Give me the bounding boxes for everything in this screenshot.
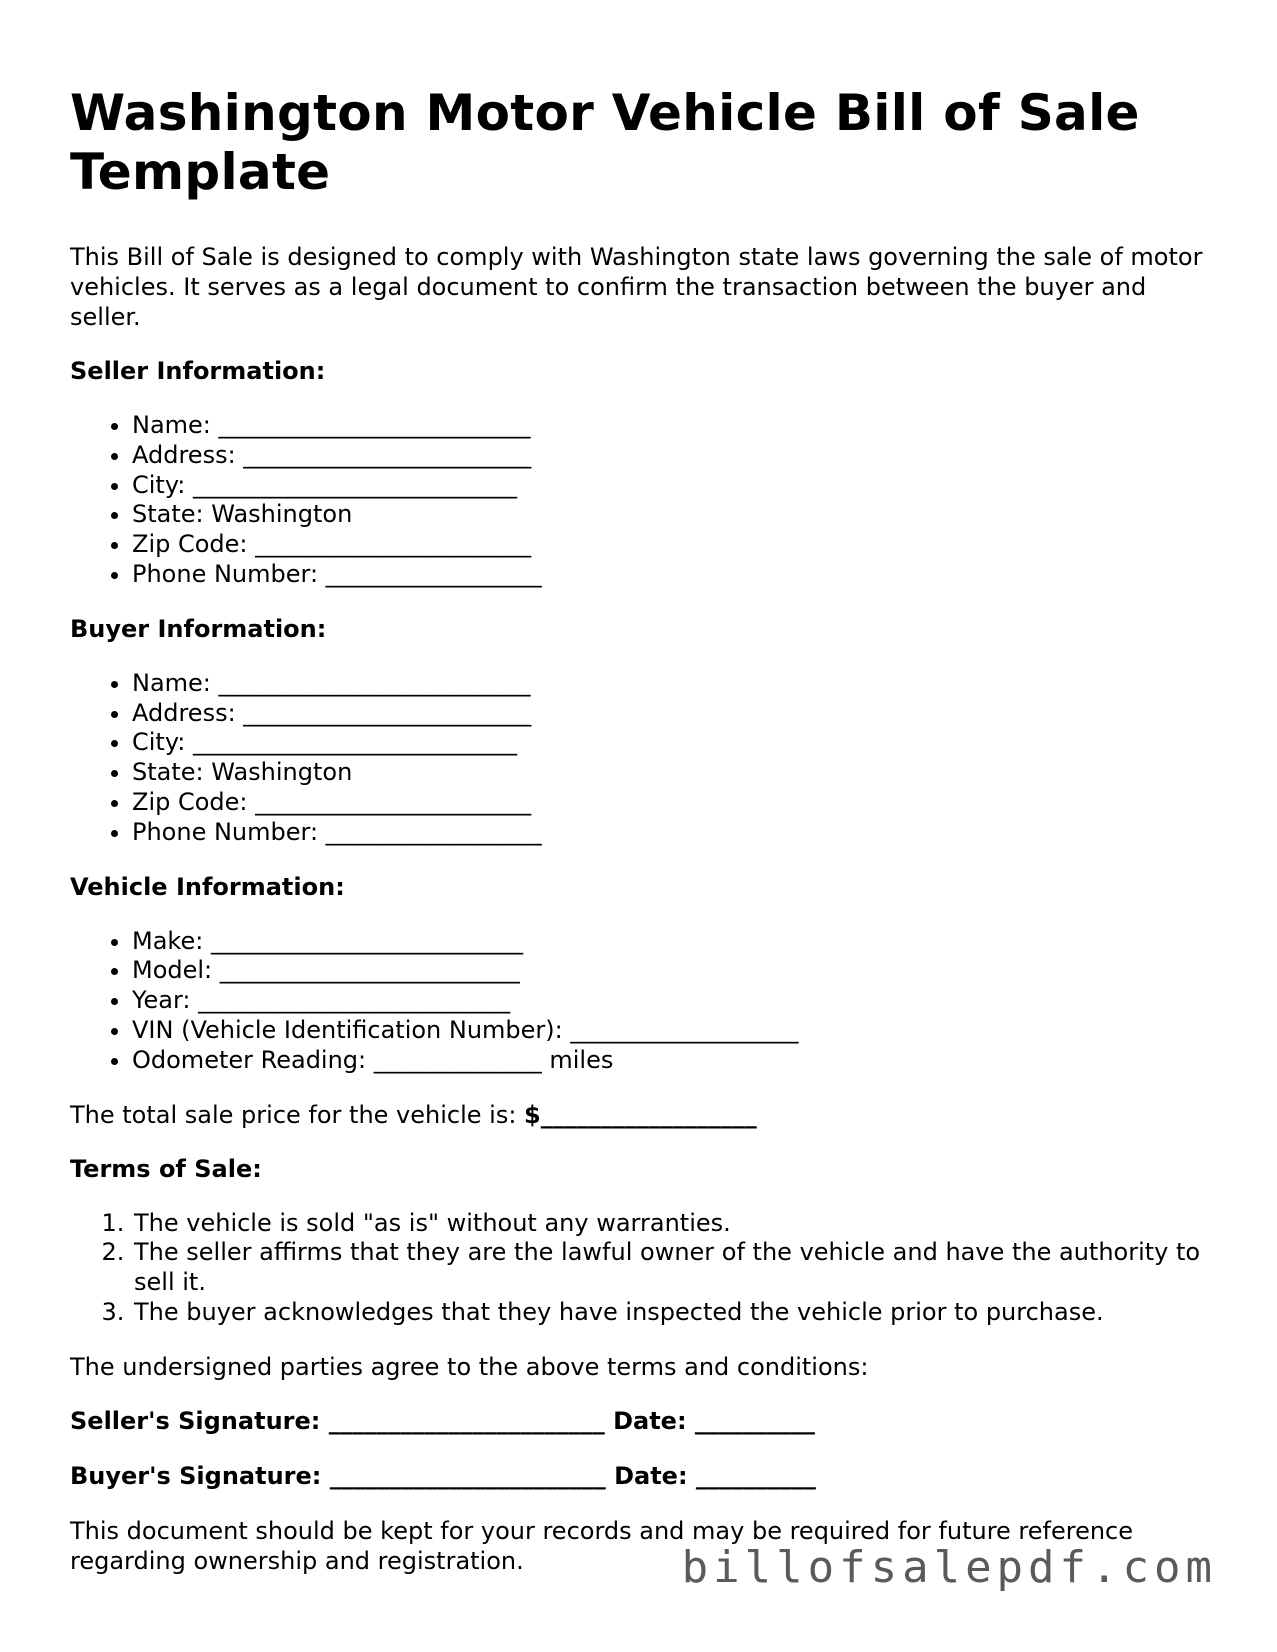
vehicle-odometer-item: • Odometer Reading: ______________ miles xyxy=(132,1046,1210,1076)
vehicle-list xyxy=(70,927,1210,1076)
seller-address-item: • Address: ________________________ xyxy=(132,441,1210,471)
seller-phone-item: • Phone Number: __________________ xyxy=(132,560,1210,590)
seller-state-item: • State: Washington xyxy=(132,500,1210,530)
closing-paragraph: This document should be kept for your records and may be required for future reference regarding ownership and registration. xyxy=(70,1516,1134,1575)
buyer-heading: Buyer Information: xyxy=(70,614,327,643)
vehicle-make-item: • Make: __________________________ xyxy=(132,927,1210,957)
buyer-phone-item: • Phone Number: __________________ xyxy=(132,818,1210,848)
vehicle-model-item: • Model: _________________________ xyxy=(132,956,1210,986)
buyer-state-item: • State: Washington xyxy=(132,758,1210,788)
seller-name-item: • Name: __________________________ xyxy=(132,411,1210,441)
buyer-address-item: • Address: ________________________ xyxy=(132,699,1210,729)
document-page xyxy=(70,84,1210,1600)
buyer-name-item: • Name: __________________________ xyxy=(132,669,1210,699)
seller-heading: Seller Information: xyxy=(70,357,326,385)
sale-price-value: $__________________ xyxy=(524,1100,757,1129)
seller-signature-line: Seller's Signature: _______________________ Date: __________ xyxy=(70,1406,815,1435)
buyer-zip-item: • Zip Code: _______________________ xyxy=(132,788,1210,818)
buyer-list xyxy=(70,669,1210,848)
buyer-city-item: • City: ___________________________ xyxy=(132,728,1210,758)
terms-heading: Terms of Sale: xyxy=(70,1154,262,1183)
site-watermark: billofsalepdf.com xyxy=(681,1542,1217,1593)
vehicle-heading: Vehicle Information: xyxy=(70,872,345,901)
terms-item: 2. The seller affirms that they are the lawful owner of the vehicle and have the authority to sell it. xyxy=(132,1238,1210,1298)
agreement-text: The undersigned parties agree to the above terms and conditions: xyxy=(70,1352,869,1381)
terms-item: 1. The vehicle is sold "as is" without any warranties. xyxy=(132,1209,1210,1239)
terms-item: 3. The buyer acknowledges that they have inspected the vehicle prior to purchase. xyxy=(132,1298,1210,1328)
document-title: Washington Motor Vehicle Bill of Sale Template xyxy=(70,84,1140,201)
seller-city-item: • City: ___________________________ xyxy=(132,471,1210,501)
buyer-signature-line: Buyer's Signature: _______________________ Date: __________ xyxy=(70,1461,816,1490)
seller-zip-item: • Zip Code: _______________________ xyxy=(132,530,1210,560)
intro-paragraph: This Bill of Sale is designed to comply with Washington state laws governing the sale of motor vehicles. It serves as a legal document to confirm the transaction between the buyer and seller. xyxy=(70,243,1203,331)
sale-price-label: The total sale price for the vehicle is: xyxy=(70,1100,525,1129)
sale-price-line xyxy=(70,1100,1210,1130)
vehicle-year-item: • Year: __________________________ xyxy=(132,986,1210,1016)
seller-list xyxy=(70,411,1210,590)
terms-list xyxy=(70,1209,1210,1328)
vehicle-vin-item: • VIN (Vehicle Identification Number): ___________________ xyxy=(132,1016,1210,1046)
